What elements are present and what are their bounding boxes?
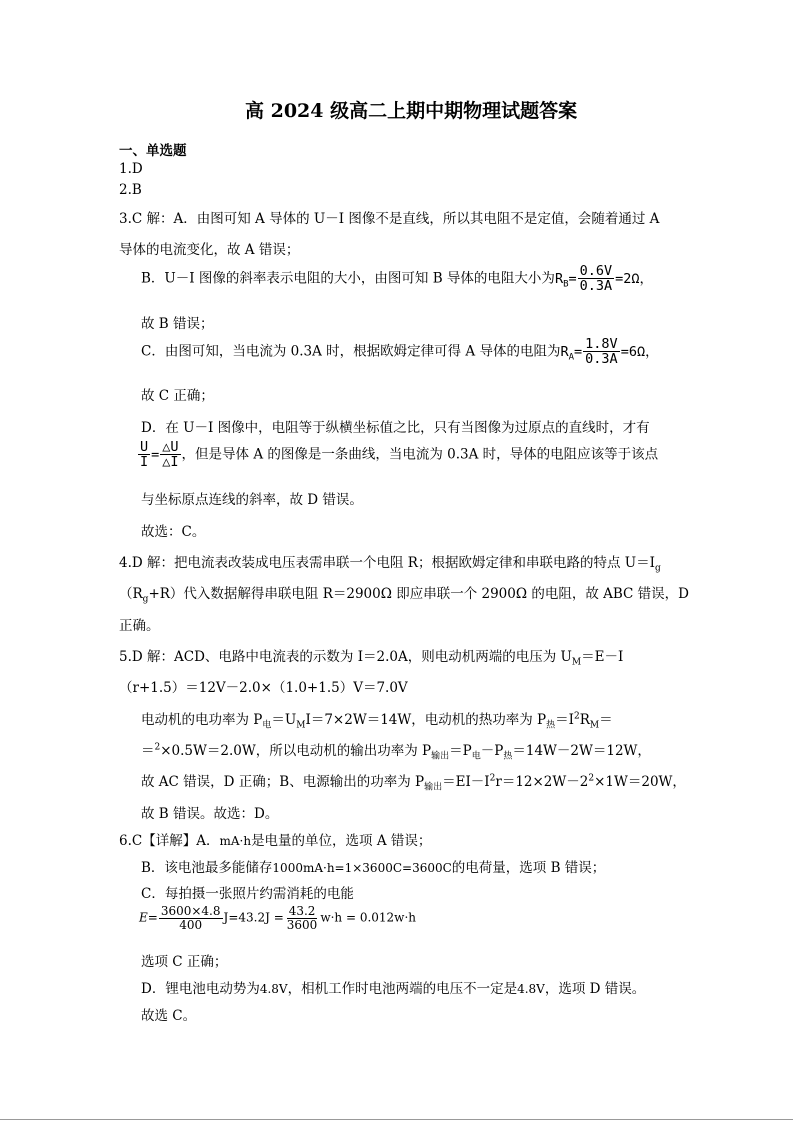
q6-unit: mA·h	[219, 834, 252, 848]
q5-line-1: 5.D 解：ACD、电路中电流表的示数为 I＝2.0A，则电动机两端的电压为 $U_M=E-I$	[119, 649, 624, 668]
q6-line-6: 故选 C。	[141, 1008, 197, 1024]
section-heading: 一、单选题	[119, 143, 187, 159]
q5-line-6: 故 B 错误。故选：D。	[141, 806, 279, 822]
q3-option-b: B．U－I 图像的斜率表示电阻的大小，由图可知 B 导体的电阻大小为$R_B=$ $\frac{0.6V}{0.3A}$ =2Ω，	[141, 263, 654, 295]
q6-line-2: B．该电池最多能储存1000mA·h=1×3600C=3600C的电荷量，选项 B 错误；	[141, 860, 606, 876]
q6-line-4: 选项 C 正确；	[141, 954, 228, 970]
q6-line-3: C．每拍摄一张照片约需消耗的电能	[141, 886, 354, 902]
q5-line-5: 故 AC 错误，D 正确；B、电源输出的功率为 $P_{输出}=EI-I^2r=12\times 2W-2^2\times 1W=20W$，	[141, 773, 686, 793]
answer-1: 1.D	[119, 161, 143, 177]
q6-energy-equation: E= $\frac{3600\times 4.8}{400}$ J=43.2J = $\frac{43.2}{3600}$ w·h = 0.012w·h	[139, 904, 416, 932]
answer-2: 2.B	[119, 182, 142, 198]
q4-line-3: 正确。	[119, 618, 160, 634]
q5-line-2: （r+1.5）＝12V－2.0×（1.0+1.5）V＝7.0V	[119, 680, 408, 696]
q3-c-resistance: $R_A=$ $\frac{1.8V}{0.3A}$ =6Ω，	[560, 336, 659, 368]
q3-b-resistance: $R_B=$ $\frac{0.6V}{0.3A}$ =2Ω，	[554, 263, 654, 295]
page-bottom-divider	[0, 1119, 793, 1120]
page-title: 高 2024 级高二上期中期物理试题答案	[245, 100, 578, 122]
q3-option-c: C．由图可知，当电流为 0.3A 时，根据欧姆定律可得 A 导体的电阻为$R_A=$ $\frac{1.8V}{0.3A}$ =6Ω，	[141, 336, 659, 368]
q3-line-1: 3.C 解：A．由图可知 A 导体的 U－I 图像不是直线，所以其电阻不是定值，会随着通过 A	[119, 211, 660, 227]
q3-b-conclusion: 故 B 错误；	[141, 316, 214, 332]
q3-option-d-line-2: $\frac{U}{I}$ = $\frac{\triangle U}{\triangle I}$ ，但是导体 A 的图像是一条曲线，当电流为 0.3A 时，导体的电阻应该等于该点	[137, 440, 658, 469]
q3-c-conclusion: 故 C 正确；	[141, 388, 214, 404]
q3-choice: 故选：C。	[141, 524, 206, 540]
q4-line-1: 4.D 解：把电流表改装成电压表需串联一个电阻 R；根据欧姆定律和串联电路的特点 $U=I_g$	[119, 555, 661, 574]
q4-line-2: $(R_g+R)$代入数据解得串联电阻 R＝2900Ω 即应串联一个 2900Ω 的电阻，故 ABC 错误，D	[119, 586, 689, 605]
q3-d-ratio: $\frac{U}{I}$ = $\frac{\triangle U}{\triangle I}$	[140, 439, 179, 471]
q3-option-d-line-3: 与坐标原点连线的斜率，故 D 错误。	[141, 492, 363, 508]
q5-line-4: ＝$^2$×0.5W＝2.0W，所以电动机的输出功率为 $P_{输出}=P_电-P_热=14W-2W=12W$，	[141, 742, 651, 762]
q3-line-2: 导体的电流变化，故 A 错误；	[119, 242, 300, 258]
q3-b-fraction: $\frac{0.6V}{0.3A}$	[579, 263, 613, 295]
q3-c-fraction: $\frac{1.8V}{0.3A}$	[585, 336, 618, 368]
q6-line-5: D．锂电池电动势为4.8V，相机工作时电池两端的电压不一定是4.8V，选项 D 错误。	[141, 981, 646, 997]
q3-option-d-line-1: D．在 U－I 图像中，电阻等于纵横坐标值之比，只有当图像为过原点的直线时，才有	[141, 420, 650, 436]
q6-charge-expr: 1000mA·h=1×3600C=3600C	[272, 861, 452, 875]
q5-line-3: 电动机的电功率为 $P_电=U_MI=7\times 2W=14W$，电动机的热功率为 $P_热=I^2R_M=$	[141, 711, 613, 731]
q6-line-1: 6.C【详解】A．mA·h是电量的单位，选项 A 错误；	[119, 833, 432, 849]
